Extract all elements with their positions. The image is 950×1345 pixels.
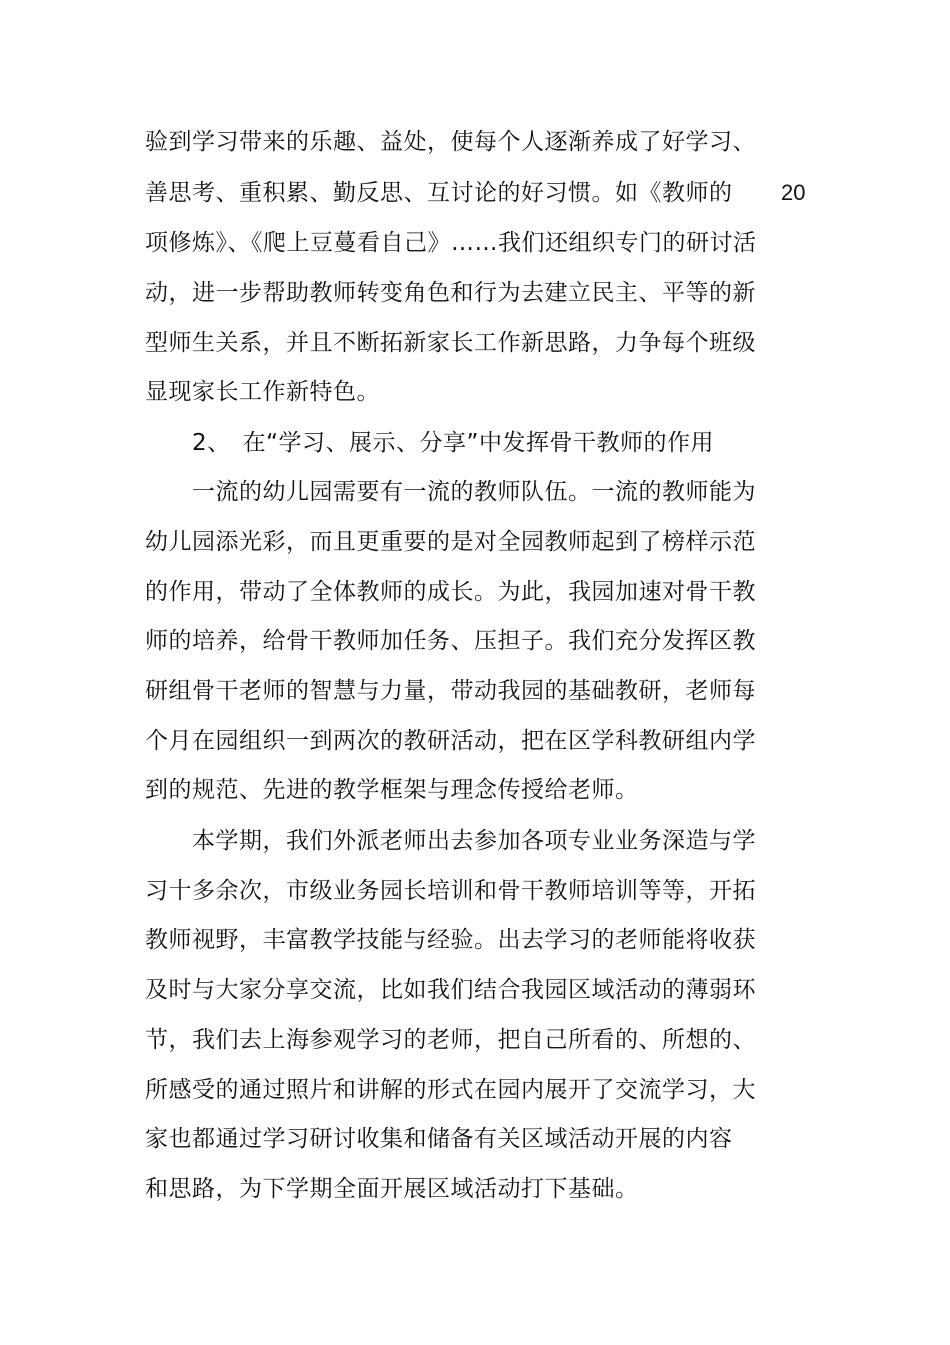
text-line: 显现家长工作新特色。 — [145, 379, 380, 405]
text-line: 动，进一步帮助教师转变角色和行为去建立民主、平等的新 — [145, 280, 756, 306]
text-line: 所感受的通过照片和讲解的形式在园内展开了交流学习，大 — [145, 1077, 756, 1103]
text-line: 本学期，我们外派老师出去参加各项专业业务深造与学 — [192, 828, 756, 854]
text-line: 善思考、重积累、勤反思、互讨论的好习惯。如《教师的 — [145, 180, 733, 206]
text-line: 项修炼》、《爬上豆蔓看自己》……我们还组织专门的研讨活 — [145, 230, 757, 256]
text-line: 节，我们去上海参观学习的老师，把自己所看的、所想的、 — [145, 1027, 756, 1053]
text-line: 验到学习带来的乐趣、益处，使每个人逐渐养成了好学习、 — [145, 129, 756, 155]
text-line: 和思路，为下学期全面开展区域活动打下基础。 — [145, 1176, 639, 1202]
text-line: 个月在园组织一到两次的教研活动，把在区学科教研组内学 — [145, 728, 756, 754]
section-heading: 2、 在“学习、展示、分享”中发挥骨干教师的作用 — [192, 430, 714, 456]
page-number: 20 — [781, 180, 806, 205]
text-line: 型师生关系，并且不断拓新家长工作新思路，力争每个班级 — [145, 330, 756, 356]
text-line: 家也都通过学习研讨收集和储备有关区域活动开展的内容 — [145, 1126, 733, 1152]
text-line: 研组骨干老师的智慧与力量，带动我园的基础教研，老师每 — [145, 678, 756, 704]
text-line: 及时与大家分享交流，比如我们结合我园区域活动的薄弱环 — [145, 977, 756, 1003]
text-line: 的作用，带动了全体教师的成长。为此，我园加速对骨干教 — [145, 579, 756, 605]
text-line: 师的培养，给骨干教师加任务、压担子。我们充分发挥区教 — [145, 628, 756, 654]
text-line: 教师视野，丰富教学技能与经验。出去学习的老师能将收获 — [145, 927, 756, 953]
text-line: 习十多余次，市级业务园长培训和骨干教师培训等等，开拓 — [145, 878, 756, 904]
text-line: 幼儿园添光彩，而且更重要的是对全园教师起到了榜样示范 — [145, 529, 756, 555]
text-line: 一流的幼儿园需要有一流的教师队伍。一流的教师能为 — [192, 479, 756, 505]
text-line: 到的规范、先进的教学框架与理念传授给老师。 — [145, 777, 639, 803]
